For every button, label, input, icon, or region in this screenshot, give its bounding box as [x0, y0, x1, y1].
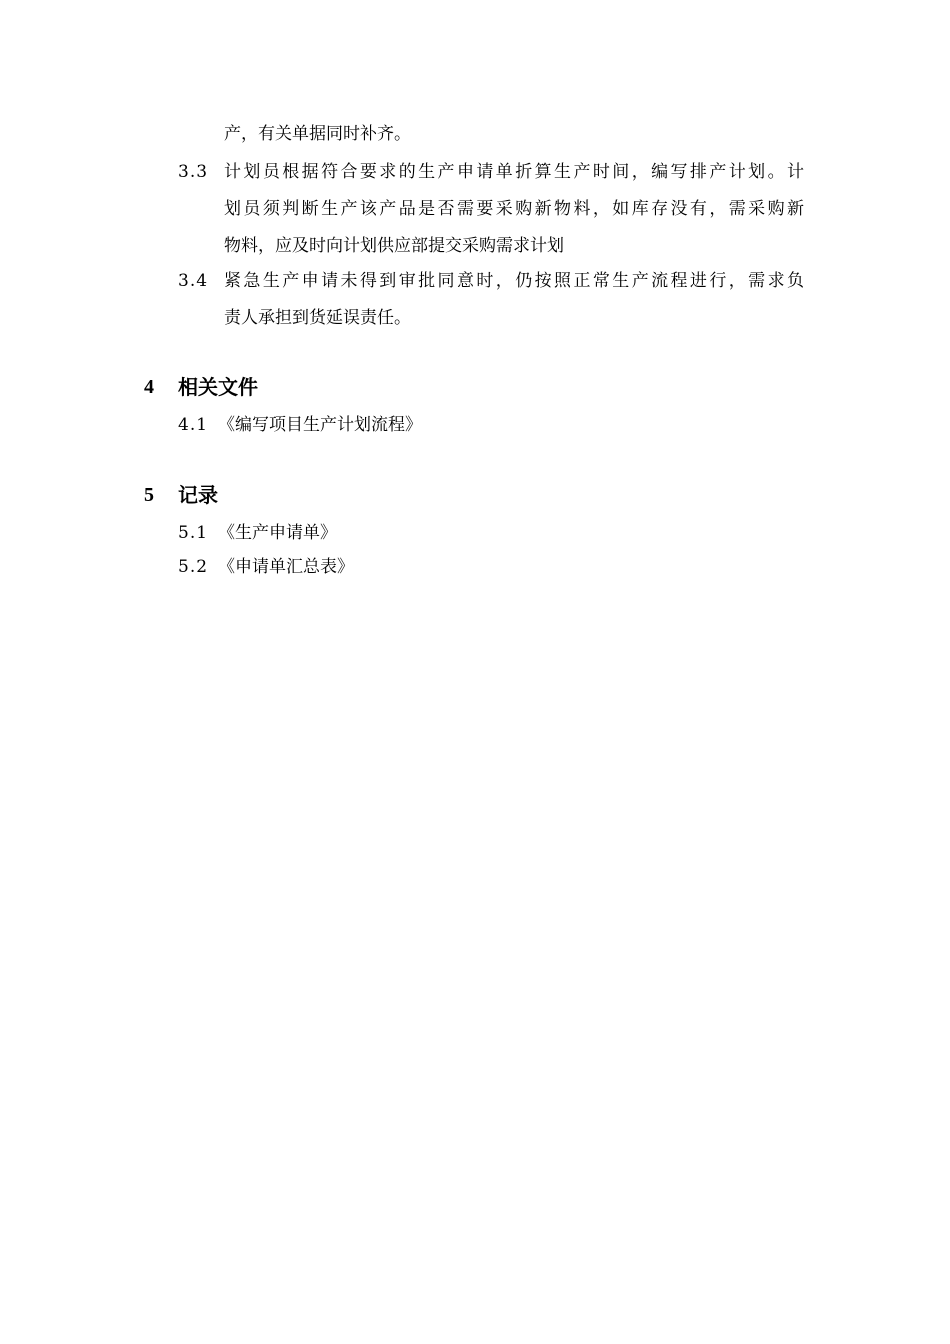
item-number-3-4: 3.4 — [178, 271, 209, 291]
item-number-4-1: 4.1 — [178, 415, 209, 435]
item-text-3-4 — [224, 269, 804, 330]
item-3-4-line-1: 紧急生产申请未得到审批同意时，仍按照正常生产流程进行，需求负 — [224, 271, 804, 291]
item-3-3-line-3: 物料，应及时向计划供应部提交采购需求计划 — [224, 236, 564, 256]
item-number-5-1: 5.1 — [178, 523, 209, 543]
item-3-4-line-2: 责人承担到货延误责任。 — [224, 308, 411, 328]
item-3-3-line-2: 划员须判断生产该产品是否需要采购新物料，如库存没有，需采购新 — [224, 199, 804, 219]
item-text-5-1: 《生产申请单》 — [218, 523, 337, 543]
paragraph-continuation: 产，有关单据同时补齐。 — [224, 124, 411, 144]
item-text-3-3 — [224, 160, 804, 258]
section-5-title: 记录 — [178, 483, 218, 507]
section-5-number: 5 — [144, 484, 154, 506]
item-3-3-line-1: 计划员根据符合要求的生产申请单折算生产时间，编写排产计划。计 — [224, 162, 804, 182]
item-number-3-3: 3.3 — [178, 162, 209, 182]
section-4-number: 4 — [144, 376, 154, 398]
item-text-4-1: 《编写项目生产计划流程》 — [218, 415, 422, 435]
item-number-5-2: 5.2 — [178, 557, 209, 577]
item-text-5-2: 《申请单汇总表》 — [218, 557, 354, 577]
section-4-title: 相关文件 — [178, 375, 258, 399]
